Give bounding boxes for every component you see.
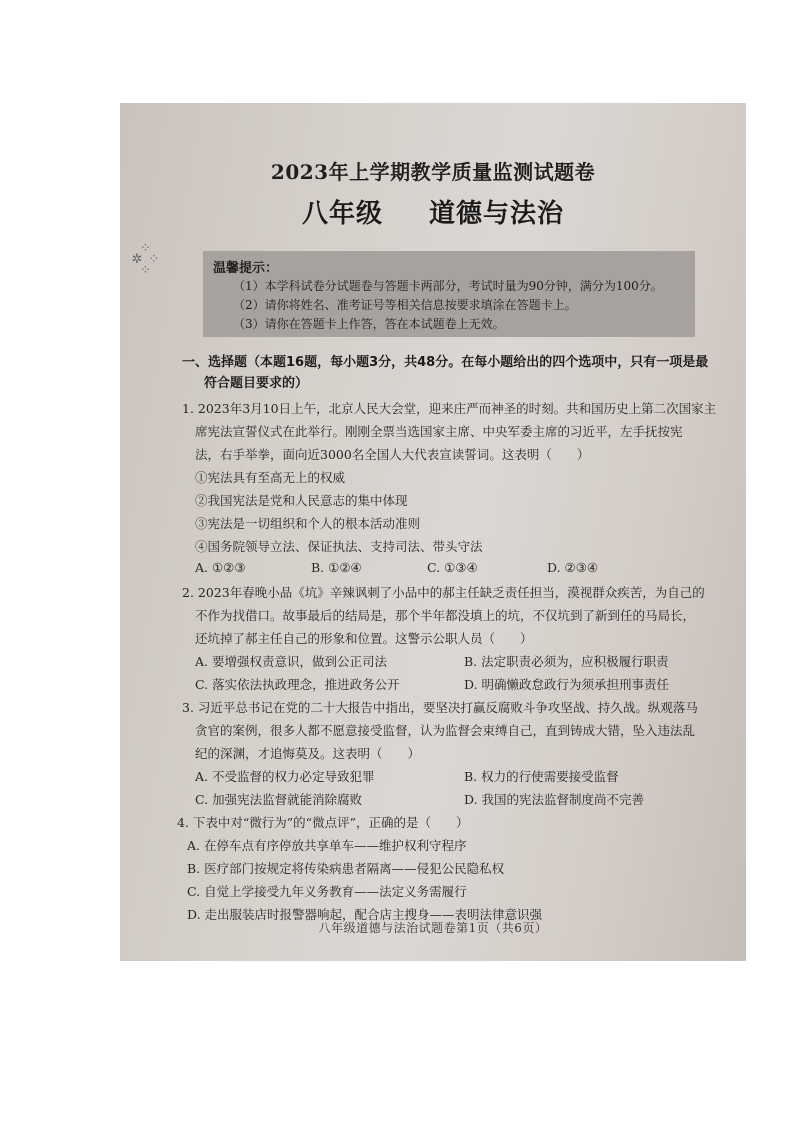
subject-label: 道德与法治 <box>429 199 565 229</box>
notice-line-1: （1）本学科试卷分试题卷与答题卡两部分，考试时量为90分钟，满分为100分。 <box>233 279 663 293</box>
q3-line-1: 3. 习近平总书记在党的二十大报告中指出，要坚决打赢反腐败斗争攻坚战、持久战。纵观落马 <box>182 700 698 715</box>
q1-option-d: D. ②③④ <box>547 560 599 575</box>
q1-line-3: 法，右手举拳，面向近3000名全国人大代表宣读誓词。这表明（ ） <box>195 447 590 462</box>
section-heading-line-1: 一、选择题（本题16题，每小题3分，共48分。在每小题给出的四个选项中，只有一项是最 <box>182 355 709 370</box>
decorative-ornament-icon: ⁘ ✲ ⁘ ⁘ <box>131 241 161 278</box>
q1-statement-3: ③宪法是一切组织和个人的根本活动准则 <box>195 516 421 531</box>
q2-line-1: 2. 2023年春晚小品《坑》辛辣讽刺了小品中的郝主任缺乏责任担当，漠视群众疾苦，为自己的 <box>182 585 705 600</box>
grade-label: 八年级 <box>301 199 383 229</box>
q3-option-c: C. 加强宪法监督就能消除腐败 <box>195 792 363 807</box>
q2-line-3: 还坑掉了郝主任自己的形象和位置。这警示公职人员（ ） <box>195 631 533 646</box>
notice-line-3: （3）请你在答题卡上作答，答在本试题卷上无效。 <box>233 317 505 331</box>
q4-line-1: 4. 下表中对“微行为”的“微点评”，正确的是（ ） <box>177 815 469 830</box>
q4-option-b: B. 医疗部门按规定将传染病患者隔离——侵犯公民隐私权 <box>187 861 505 876</box>
q1-statement-4: ④国务院领导立法、保证执法、支持司法、带头守法 <box>195 539 483 554</box>
exam-subtitle <box>120 193 746 230</box>
section-heading <box>182 352 712 394</box>
q3-line-2: 贪官的案例，很多人都不愿意接受监督，认为监督会束缚自己，直到铸成大错，坠入违法乱 <box>195 723 696 738</box>
exam-title: 2023年上学期教学质量监测试题卷 <box>270 160 596 184</box>
q1-option-c: C. ①③④ <box>427 560 478 575</box>
q4-option-a: A. 在停车点有序停放共享单车——维护权利守程序 <box>187 838 467 853</box>
q4-option-d: D. 走出服装店时报警器响起，配合店主搜身——表明法律意识强 <box>187 907 543 922</box>
q1-line-1: 1. 2023年3月10日上午，北京人民大会堂，迎来庄严而神圣的时刻。共和国历史上第二次国家主 <box>182 401 717 416</box>
q4-option-c: C. 自觉上学接受九年义务教育——法定义务需履行 <box>187 884 467 899</box>
q1-statement-2: ②我国宪法是党和人民意志的集中体现 <box>195 493 408 508</box>
q2-option-a: A. 要增强权责意识，做到公正司法 <box>195 654 387 669</box>
q2-line-2: 不作为找借口。故事最后的结局是，那个半年都没填上的坑，不仅坑到了新到任的马局长， <box>195 608 696 623</box>
q2-option-d: D. 明确懒政怠政行为须承担刑事责任 <box>464 677 670 692</box>
q1-option-b: B. ①②④ <box>311 560 362 575</box>
q3-option-a: A. 不受监督的权力必定导致犯罪 <box>195 769 375 784</box>
notice-title: 温馨提示： <box>213 261 279 276</box>
q2-option-b: B. 法定职责必须为，应积极履行职责 <box>464 654 669 669</box>
q3-option-b: B. 权力的行使需要接受监督 <box>464 769 619 784</box>
q3-option-d: D. 我国的宪法监督制度尚不完善 <box>464 792 645 807</box>
notice-line-2: （2）请你将姓名、准考证号等相关信息按要求填涂在答题卡上。 <box>233 298 577 312</box>
section-heading-line-2: 符合题目要求的） <box>204 376 309 391</box>
q1-line-2: 席宪法宣誓仪式在此举行。刚刚全票当选国家主席、中央军委主席的习近平，左手抚按宪 <box>195 424 683 439</box>
notice-box <box>203 251 695 337</box>
q1-statement-1: ①宪法具有至高无上的权威 <box>195 470 346 485</box>
q1-option-a: A. ①②③ <box>195 560 246 575</box>
q2-option-c: C. 落实依法执政理念，推进政务公开 <box>195 677 400 692</box>
page-footer: 八年级道德与法治试题卷第1页（共6页） <box>318 921 548 935</box>
exam-paper-photo <box>120 103 746 961</box>
q3-line-3: 纪的深渊，才追悔莫及。这表明（ ） <box>195 746 421 761</box>
